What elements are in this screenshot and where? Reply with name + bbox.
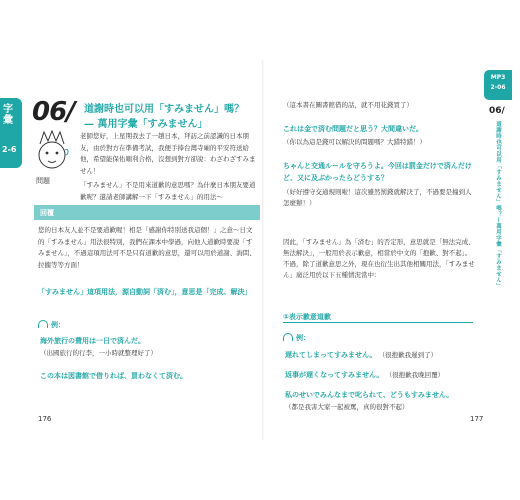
answer-header	[34, 205, 260, 220]
question-paragraph-2: 「すみません」不是用來道歉的意思嗎？為什麼日本朋友要道歉呢？還請老師講解一下「すみません」的用法～	[80, 181, 256, 201]
example-right-3	[285, 390, 475, 412]
right-line-1	[283, 100, 475, 111]
example-jp: 返事が遅くなってすみません。	[285, 371, 384, 379]
sub-heading-rule	[283, 322, 473, 323]
answer-paragraph: 您的日本友人並不是要道歉喔！相是「感謝你特別送我這個！」之意～日文的「すみません」用法很特別，我們在課本中學過，向他人道歉時要說「すみません」，不過這項用法可不是只有道歉的意思，還可以用於道謝、詢問、拉攏等等方面！	[38, 226, 256, 269]
example-right-2	[285, 370, 475, 380]
example-zh: （很抱歉我遲到了）	[378, 351, 438, 359]
example-zh: （都是我害大家一起被罵，真的很對不起）	[285, 403, 409, 411]
right-line-4	[283, 160, 475, 184]
right-paragraph	[283, 237, 475, 281]
translation-text: （這本書在圖書館借的話，就不用花錢買了）	[283, 101, 413, 109]
answer-label: 回覆	[40, 209, 54, 217]
mp3-label: MP3	[490, 74, 506, 81]
example-jp: 遅れてしまってすみません。	[285, 351, 377, 359]
japanese-example: ちゃんと交通ルールを守ろうよ。今回は罰金だけで済んだけど、又に及ぶかったらどうする？	[283, 162, 472, 182]
example-jp: 私のせいでみんなまで叱られて、どうもすみません。	[285, 391, 454, 399]
mp3-track: 2-06	[490, 84, 506, 91]
question-label: 問題	[36, 177, 50, 185]
example-zh: （很抱歉我晚回覆）	[385, 371, 445, 379]
headset-icon	[283, 333, 293, 341]
translation-text: （你以為這是錢可以解決的問題嗎？大錯特錯！）	[283, 138, 426, 146]
section-tab-code: 2-6	[2, 145, 17, 154]
lesson-title-line2: — 萬用字彙「すみません」	[84, 119, 208, 130]
right-line-5	[283, 187, 475, 209]
side-lesson-number: 06/	[489, 106, 505, 116]
mp3-badge	[484, 70, 512, 100]
example-heading-left	[38, 320, 65, 330]
section-tab	[0, 98, 22, 168]
page-number-right: 177	[470, 415, 484, 423]
japanese-example: これは金で済む問題だと思う？大間違いだ。	[283, 125, 423, 133]
example-zh: （出國旅行的行李，一小時就整理好了）	[40, 349, 157, 357]
page-number-left: 176	[38, 415, 52, 423]
page-gutter	[262, 60, 264, 440]
right-line-3	[283, 137, 475, 148]
example-heading-right	[283, 333, 310, 343]
section-tab-label: 字彙	[3, 104, 13, 126]
key-point: 「すみません」這項用法，源自動詞「済む」，意思是「完成、解決」	[38, 288, 252, 296]
translation-text: （好好遵守交通規則啦！這次雖然罰錢就解決了，不過要是撞到人怎麼辦！）	[283, 188, 472, 207]
example-label-right: 例：	[296, 334, 310, 342]
right-line-2	[283, 123, 475, 135]
question-text	[80, 131, 258, 206]
example-right-1	[285, 350, 475, 360]
example-jp: 海外旅行の費用は一日で済んだ。	[40, 337, 145, 345]
example-left-1	[40, 336, 250, 358]
lesson-number: 06/	[32, 97, 75, 127]
side-lesson-title: 道謝時也可以用「すみません」嗎？—萬用字彙「すみません」	[495, 121, 501, 289]
lesson-title-line1: 道謝時也可以用「すみません」嗎？	[84, 104, 244, 115]
example-left-2	[40, 371, 250, 381]
example-label-left: 例：	[51, 321, 65, 329]
example-jp: この本は図書館で借りれば、買わなくて済む。	[40, 372, 187, 380]
question-paragraph-1: 老師您好，上星期我去了一趟日本，拜訪之前認識的日本朋友，由於對方在準備考試，我便手捧台灣寺廟的平安符送給他，希望能保佑順利合格，沒想到對方卻說：わざわざすみません！	[80, 132, 256, 175]
sub-heading: ①表示歉意道歉	[283, 313, 331, 321]
headset-icon	[38, 320, 48, 328]
lesson-title	[84, 102, 254, 132]
explanation-text: 因此，「すみません」為「済む」的否定形，意思就是「無法完成、無法解決」，一般用於表示歉意，相當於中文的「抱歉、對不起」。不過，除了道歉意思之外，現在也衍生出其他相關用法，「すみません」廣泛用於以下五種情況當中：	[283, 238, 475, 279]
mascot-face-icon	[34, 130, 70, 176]
